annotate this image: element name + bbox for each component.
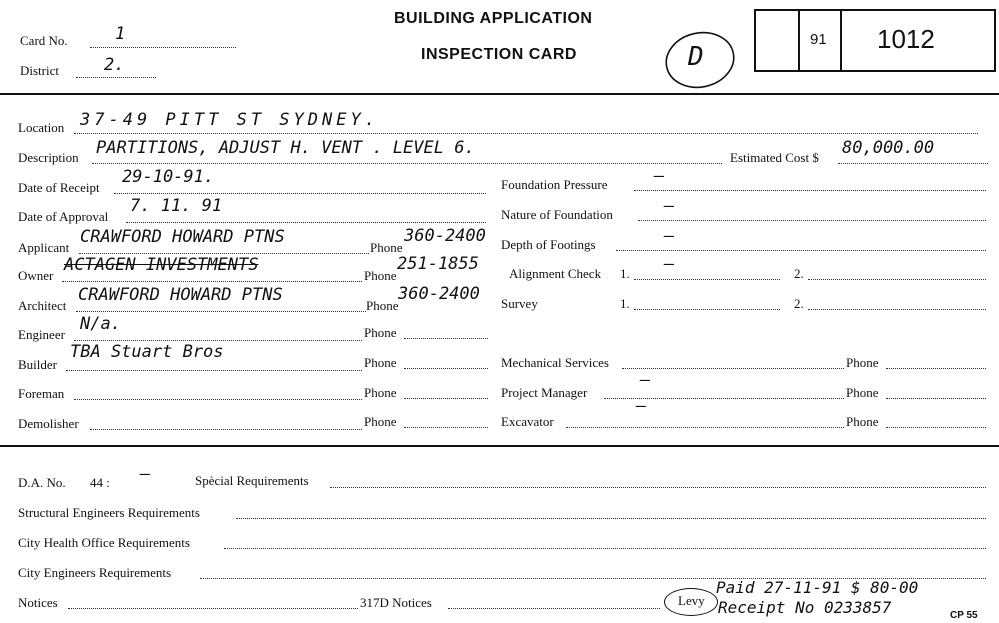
- health-req-label: City Health Office Requirements: [18, 535, 190, 550]
- location-line: [74, 133, 978, 134]
- architect-phone-value: 360-2400: [398, 284, 480, 304]
- excavator-dash: —: [636, 396, 647, 416]
- mechanical-label: Mechanical Services: [501, 355, 609, 370]
- foreman-phone-line: [404, 398, 488, 399]
- owner-label: Owner: [18, 268, 54, 283]
- applicant-label: Applicant: [18, 240, 70, 255]
- applicant-value: CRAWFORD HOWARD PTNS: [80, 227, 285, 247]
- date-receipt-line: [114, 193, 486, 194]
- demolisher-line: [90, 429, 362, 430]
- engineer-value: N/a.: [80, 314, 121, 334]
- district-value: 2.: [104, 55, 125, 75]
- notices-317d-label: 317D Notices: [360, 595, 432, 610]
- builder-value: TBA Stuart Bros: [70, 342, 224, 362]
- notices-label: Notices: [18, 595, 58, 610]
- da-label: D.A. No.: [18, 475, 66, 490]
- builder-line: [66, 370, 362, 371]
- project-manager-phone-line: [886, 398, 986, 399]
- nature-foundation-label: Nature of Foundation: [501, 207, 613, 222]
- demolisher-label: Demolisher: [18, 416, 79, 431]
- survey-line-2: [808, 309, 986, 310]
- project-manager-dash: —: [640, 370, 651, 390]
- foreman-line: [74, 399, 362, 400]
- city-eng-req-label: City Engineers Requirements: [18, 565, 172, 580]
- card-no-value: 1: [115, 24, 126, 44]
- survey-line-1: [634, 309, 780, 310]
- box-number: 1012: [877, 24, 935, 54]
- engineer-phone-label: Phone: [364, 325, 397, 340]
- alignment-mark-1: 1.: [620, 266, 630, 281]
- box-divider-2: [840, 11, 842, 70]
- date-receipt-label: Date of Receipt: [18, 180, 100, 195]
- mechanical-line: [622, 368, 844, 369]
- details-rule: [0, 445, 999, 447]
- foundation-pressure-label: Foundation Pressure: [501, 177, 608, 192]
- architect-phone-label: Phone: [366, 298, 399, 313]
- owner-line: [62, 281, 362, 282]
- survey-label: Survey: [501, 296, 538, 311]
- nature-foundation-dash: —: [664, 196, 675, 216]
- survey-mark-1: 1.: [620, 296, 630, 311]
- paid-note: Paid 27-11-91 $ 80-00: [716, 578, 919, 597]
- box-divider-1: [798, 11, 800, 70]
- owner-phone-value: 251-1855: [397, 254, 479, 274]
- depth-footings-label: Depth of Footings: [501, 237, 596, 252]
- da-value: 44 :: [90, 475, 110, 490]
- owner-phone-label: Phone: [364, 268, 397, 283]
- header-rule: [0, 93, 999, 95]
- applicant-phone-value: 360-2400: [404, 226, 486, 246]
- description-value: PARTITIONS, ADJUST H. VENT . LEVEL 6.: [96, 138, 475, 158]
- date-approval-label: Date of Approval: [18, 209, 109, 224]
- mechanical-phone-line: [886, 368, 986, 369]
- box-prefix: 91: [810, 31, 827, 48]
- owner-value: ACTAGEN INVESTMENTS: [64, 255, 259, 275]
- foundation-pressure-line: [634, 190, 986, 191]
- foreman-phone-label: Phone: [364, 385, 397, 400]
- alignment-line-2: [808, 279, 986, 280]
- special-req-line: [330, 487, 986, 488]
- card-no-label: Card No.: [20, 33, 68, 48]
- structural-req-label: Structural Engineers Requirements: [18, 505, 200, 520]
- alignment-dash: —: [664, 254, 675, 274]
- alignment-check-label: Alignment Check: [509, 266, 602, 281]
- demolisher-phone-line: [404, 427, 488, 428]
- applicant-phone-label: Phone: [370, 240, 403, 255]
- card-number-box: [754, 9, 996, 72]
- circled-mark-letter: D: [688, 42, 704, 72]
- structural-req-line: [236, 518, 986, 519]
- project-manager-label: Project Manager: [501, 385, 588, 400]
- estimated-cost-line: [838, 163, 988, 164]
- project-manager-phone-label: Phone: [846, 385, 879, 400]
- depth-footings-dash: —: [664, 226, 675, 246]
- card-no-line: [90, 47, 236, 48]
- estimated-cost-value: 80,000.00: [842, 138, 935, 158]
- mechanical-phone-label: Phone: [846, 355, 879, 370]
- health-req-line: [224, 548, 986, 549]
- excavator-phone-label: Phone: [846, 414, 879, 429]
- builder-phone-label: Phone: [364, 355, 397, 370]
- alignment-mark-2: 2.: [794, 266, 804, 281]
- engineer-label: Engineer: [18, 327, 65, 342]
- form-title-line2: INSPECTION CARD: [421, 46, 577, 63]
- architect-value: CRAWFORD HOWARD PTNS: [78, 285, 283, 305]
- form-title-line1: BUILDING APPLICATION: [394, 10, 593, 27]
- depth-footings-line: [616, 250, 986, 251]
- foundation-pressure-dash: —: [654, 166, 665, 186]
- excavator-line: [566, 427, 844, 428]
- applicant-line: [79, 253, 369, 254]
- builder-label: Builder: [18, 357, 57, 372]
- date-receipt-value: 29-10-91.: [122, 167, 215, 187]
- demolisher-phone-label: Phone: [364, 414, 397, 429]
- levy-label: Levy: [678, 593, 705, 608]
- engineer-phone-line: [404, 338, 488, 339]
- nature-foundation-line: [638, 220, 986, 221]
- description-label: Description: [18, 150, 79, 165]
- circled-mark: [662, 26, 742, 96]
- description-line: [92, 163, 722, 164]
- survey-mark-2: 2.: [794, 296, 804, 311]
- date-approval-line: [126, 222, 486, 223]
- date-approval-value: 7. 11. 91: [130, 196, 223, 216]
- receipt-note: Receipt No 0233857: [718, 598, 892, 617]
- form-code: CP 55: [950, 610, 978, 621]
- architect-label: Architect: [18, 298, 67, 313]
- da-dash: —: [140, 464, 151, 484]
- notices-line: [68, 608, 358, 609]
- architect-line: [76, 311, 366, 312]
- special-req-label: Spècial Requirements: [195, 473, 309, 488]
- district-line: [76, 77, 156, 78]
- estimated-cost-label: Estimated Cost $: [730, 150, 819, 165]
- excavator-phone-line: [886, 427, 986, 428]
- engineer-line: [74, 340, 362, 341]
- location-label: Location: [18, 120, 65, 135]
- excavator-label: Excavator: [501, 414, 554, 429]
- foreman-label: Foreman: [18, 386, 65, 401]
- builder-phone-line: [404, 368, 488, 369]
- notices-317d-line: [448, 608, 660, 609]
- alignment-line-1: [634, 279, 780, 280]
- district-label: District: [20, 63, 59, 78]
- location-value: 37-49 PITT ST SYDNEY.: [80, 110, 379, 130]
